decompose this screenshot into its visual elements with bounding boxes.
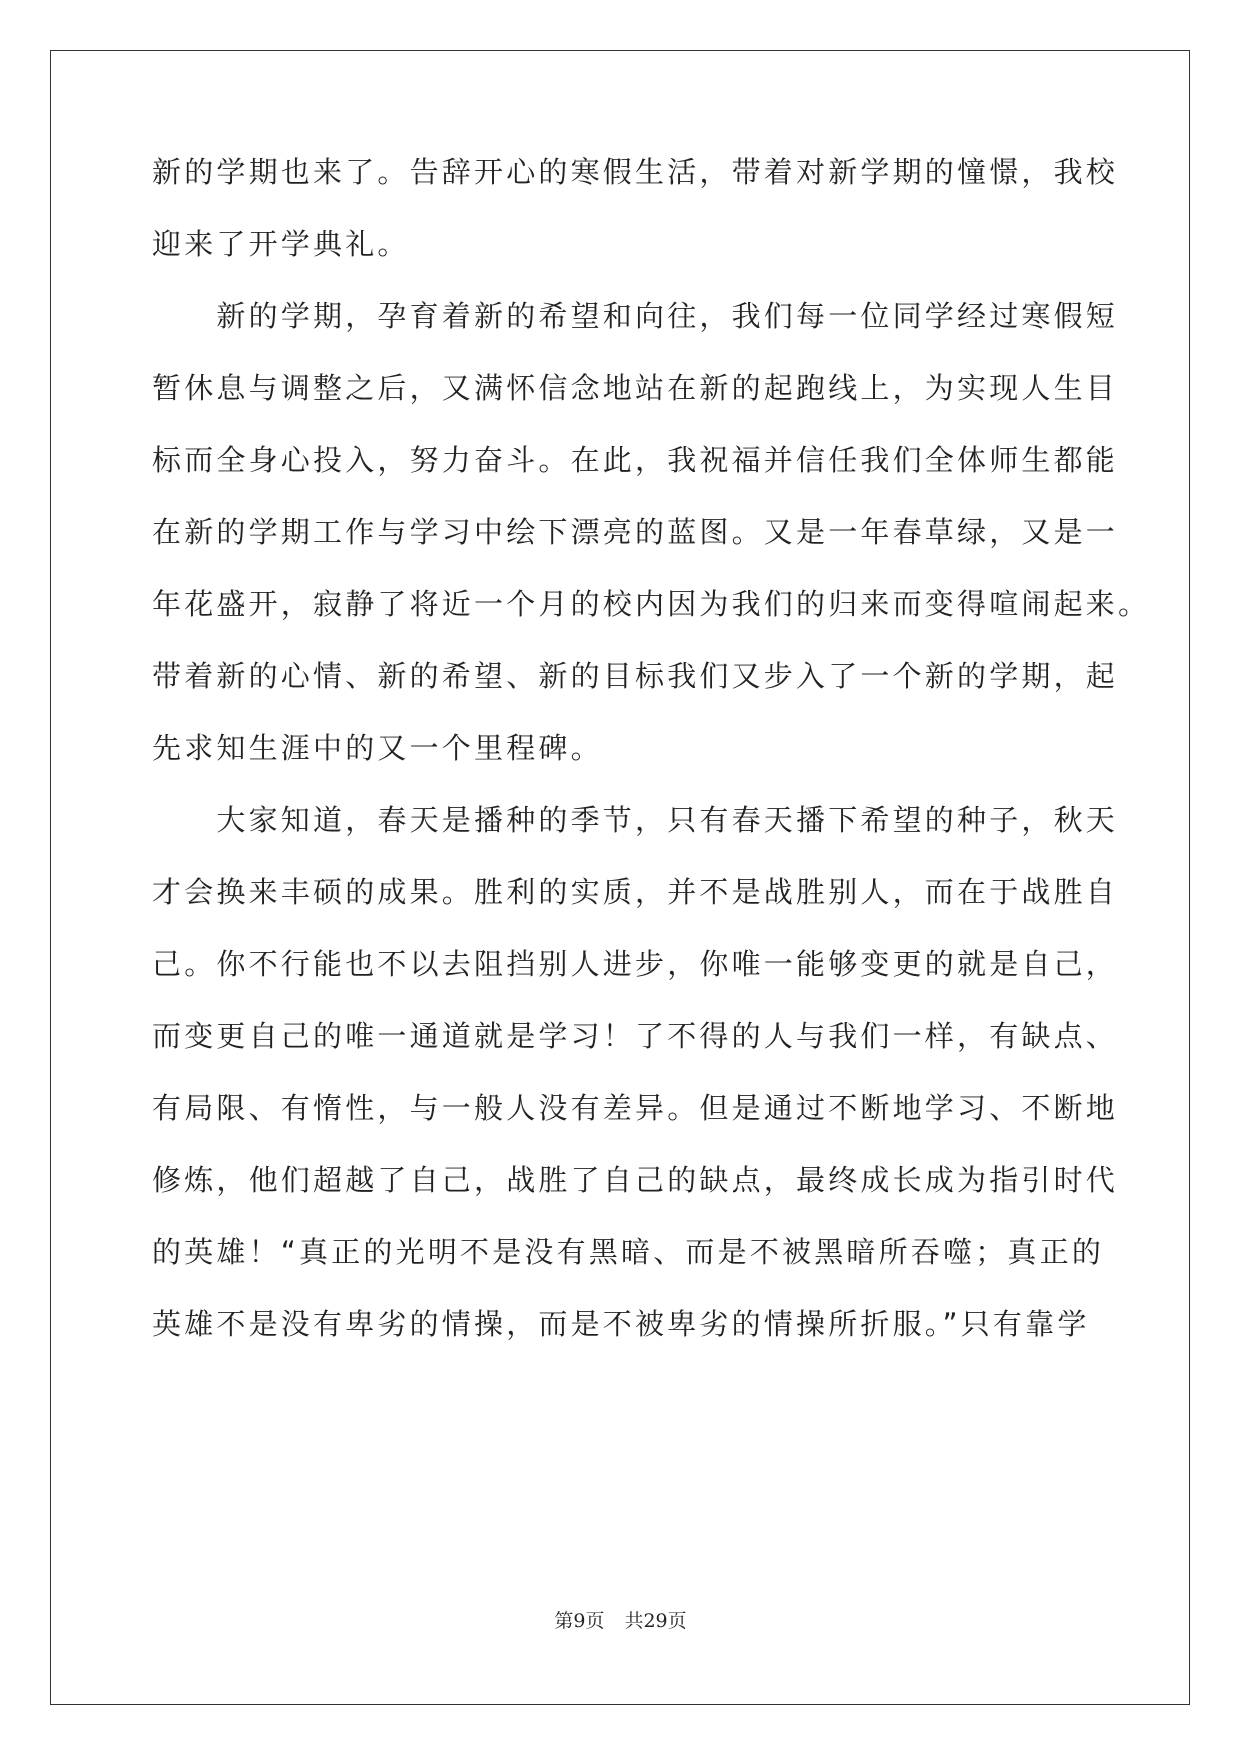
text-line: 新的学期，孕育着新的希望和向往，我们每一位同学经过寒假短 [152, 299, 1119, 333]
text-line: 大家知道，春天是播种的季节，只有春天播下希望的种子，秋天 [152, 803, 1119, 837]
text-line: 的英雄！“真正的光明不是没有黑暗、而是不被黑暗所吞噬；真正的 [152, 1235, 1105, 1269]
text-line: 而变更自己的唯一通道就是学习！了不得的人与我们一样，有缺点、 [152, 1019, 1119, 1053]
text-line: 先求知生涯中的又一个里程碑。 [152, 731, 603, 765]
text-line: 带着新的心情、新的希望、新的目标我们又步入了一个新的学期，起 [152, 659, 1119, 693]
text-line: 英雄不是没有卑劣的情操，而是不被卑劣的情操所折服。”只有靠学 [152, 1307, 1090, 1341]
page-footer [0, 1606, 1241, 1633]
text-line: 年花盛开，寂静了将近一个月的校内因为我们的归来而变得喧闹起来。 [152, 587, 1151, 621]
text-line: 新的学期也来了。告辞开心的寒假生活，带着对新学期的憧憬，我校 [152, 155, 1119, 189]
page-number-total: 共29页 [624, 1610, 687, 1632]
page-number-current: 第9页 [554, 1610, 605, 1632]
text-line: 暂休息与调整之后，又满怀信念地站在新的起跑线上，为实现人生目 [152, 371, 1119, 405]
text-line: 有局限、有惰性，与一般人没有差异。但是通过不断地学习、不断地 [152, 1091, 1119, 1125]
text-line: 才会换来丰硕的成果。胜利的实质，并不是战胜别人，而在于战胜自 [152, 875, 1119, 909]
text-line: 迎来了开学典礼。 [152, 227, 410, 261]
text-line: 修炼，他们超越了自己，战胜了自己的缺点，最终成长成为指引时代 [152, 1163, 1119, 1197]
text-line: 己。你不行能也不以去阻挡别人进步，你唯一能够变更的就是自己， [152, 947, 1119, 981]
text-line: 标而全身心投入，努力奋斗。在此，我祝福并信任我们全体师生都能 [152, 443, 1119, 477]
text-line: 在新的学期工作与学习中绘下漂亮的蓝图。又是一年春草绿，又是一 [152, 515, 1119, 549]
